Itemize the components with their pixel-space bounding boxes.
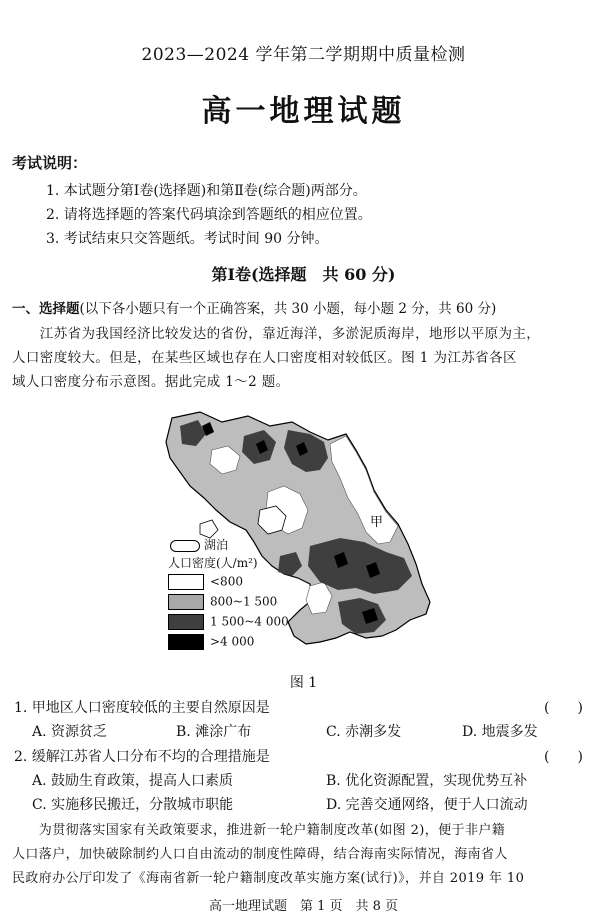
section-title: 第Ⅰ卷(选择题 共 60 分) <box>211 265 396 284</box>
legend-swatch <box>168 614 204 630</box>
passage-line: 人口落户，加快破除制约人口自由流动的制度性障碍，结合海南实际情况，海南省人 <box>12 847 508 862</box>
exam-title: 2023—2024 学年第二学期期中质量检测 <box>141 45 466 65</box>
q2-option-d: D. 完善交通网络，便于人口流动 <box>326 797 528 813</box>
legend-lake <box>170 536 228 553</box>
instruction-item: 3. 考试结束只交答题纸。考试时间 90 分钟。 <box>46 231 329 247</box>
subject-title: 高一地理试题 <box>201 94 406 129</box>
legend-item <box>168 594 277 610</box>
legend-item <box>168 574 243 590</box>
legend-swatch <box>168 634 204 650</box>
q2-option-b: B. 优化资源配置，实现优势互补 <box>326 773 528 789</box>
figure-caption: 图 1 <box>289 675 318 691</box>
part-label: 一、选择题 <box>12 301 80 317</box>
part-description: (以下各小题只有一个正确答案，共 30 小题，每小题 2 分，共 60 分) <box>79 301 497 317</box>
question-1-stem: 1. 甲地区人口密度较低的主要自然原因是 <box>14 700 270 716</box>
q2-option-c: C. 实施移民搬迁，分散城市职能 <box>32 797 234 813</box>
passage-line: 为贯彻落实国家有关政策要求，推进新一轮户籍制度改革(如图 2)，便于非户籍 <box>12 823 506 838</box>
question-1-answer-blank: ( ) <box>544 700 583 716</box>
legend-item <box>168 614 289 630</box>
instruction-item: 2. 请将选择题的答案代码填涂到答题纸的相应位置。 <box>46 207 372 223</box>
legend-label: 1 500~4 000 <box>210 614 289 629</box>
question-2-stem: 2. 缓解江苏省人口分布不均的合理措施是 <box>14 749 270 765</box>
legend-swatch <box>168 594 204 610</box>
q2-option-a: A. 鼓励生育政策，提高人口素质 <box>32 773 234 789</box>
instructions-heading: 考试说明： <box>12 154 88 172</box>
passage-line: 民政府办公厅印发了《海南省新一轮户籍制度改革实施方案(试行)》，并自 2019 年 10 <box>12 871 525 886</box>
question-2-answer-blank: ( ) <box>544 749 583 765</box>
intro-line: 人口密度较大。但是，在某些区域也存在人口密度相对较低区。图 1 为江苏省各区 <box>12 350 517 366</box>
lake-swatch <box>170 540 200 552</box>
q1-option-a: A. 资源贫乏 <box>32 724 108 740</box>
legend-label: 800~1 500 <box>210 594 278 609</box>
legend-item <box>168 634 254 650</box>
legend-label: >4 000 <box>210 634 255 649</box>
legend-title: 人口密度(人/m²) <box>168 556 258 570</box>
lake-label: 湖泊 <box>204 538 229 552</box>
page-footer: 高一地理试题 第 1 页 共 8 页 <box>208 899 399 914</box>
intro-line: 域人口密度分布示意图。据此完成 1～2 题。 <box>12 374 290 390</box>
region-label-jia: 甲 <box>370 515 384 530</box>
instruction-item: 1. 本试题分第Ⅰ卷(选择题)和第Ⅱ卷(综合题)两部分。 <box>46 183 367 199</box>
legend-label: <800 <box>210 574 243 589</box>
part-heading <box>12 297 496 317</box>
q1-option-b: B. 滩涂广布 <box>176 724 252 740</box>
q1-option-d: D. 地震多发 <box>462 724 538 740</box>
intro-line: 江苏省为我国经济比较发达的省份，靠近海洋，多淤泥质海岸，地形以平原为主， <box>12 326 541 342</box>
legend-swatch <box>168 574 204 590</box>
q1-option-c: C. 赤潮多发 <box>326 724 402 740</box>
